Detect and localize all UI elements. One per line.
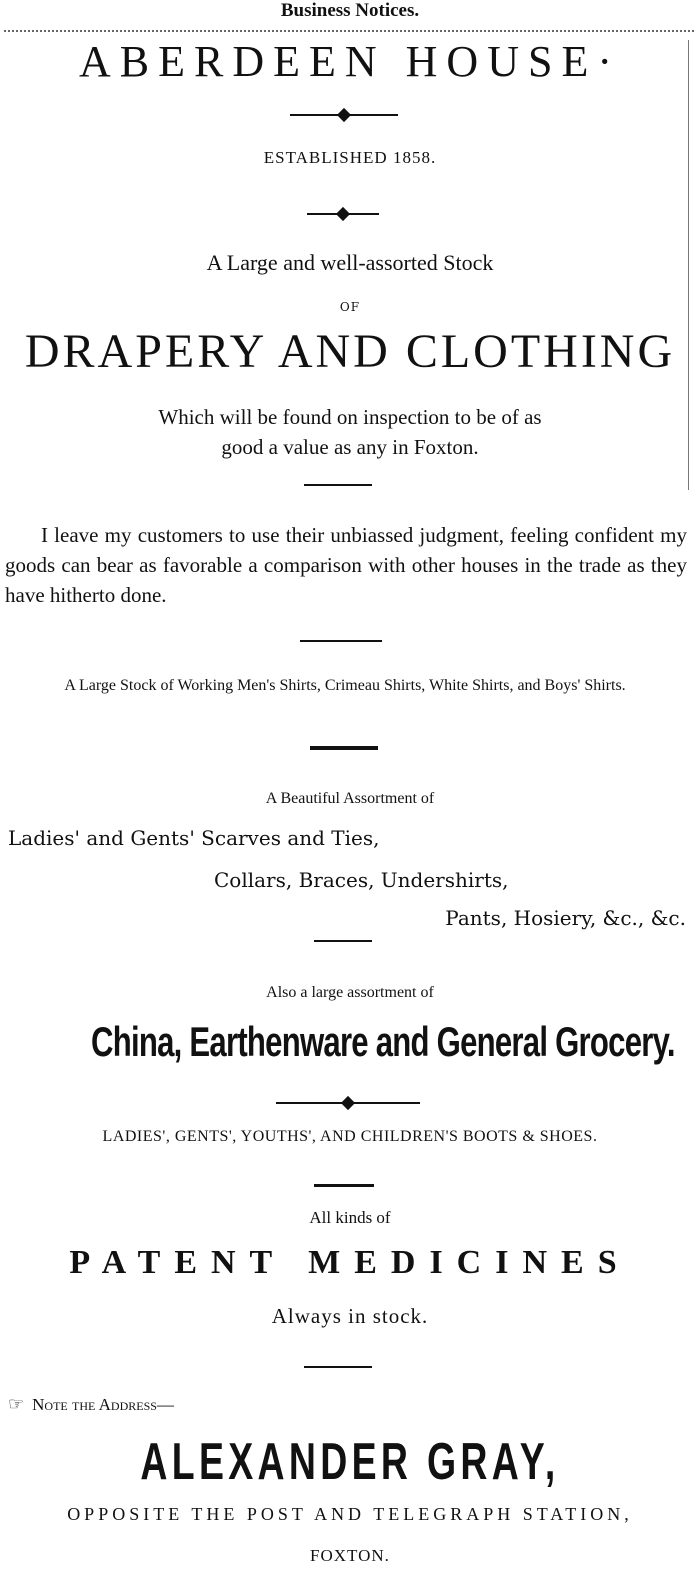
store-name: ABERDEEN HOUSE· — [79, 37, 621, 86]
assortment-line-2: Collars, Braces, Undershirts, — [214, 868, 509, 892]
china-headline: China, Earthenware and General Grocery. — [91, 1018, 675, 1065]
divider — [310, 746, 378, 750]
ornament-divider — [307, 207, 379, 221]
medicines-outro: Always in stock. — [271, 1304, 429, 1328]
assortment-intro: A Beautiful Assortment of — [265, 790, 435, 807]
divider — [314, 940, 372, 942]
address-note — [8, 1394, 174, 1415]
divider — [304, 484, 372, 486]
established-line: ESTABLISHED 1858. — [263, 148, 437, 167]
divider — [304, 1366, 372, 1368]
divider — [314, 1184, 374, 1187]
ornament-divider — [290, 108, 398, 122]
section-header: Business Notices. — [280, 0, 420, 21]
also-intro: Also a large assortment of — [266, 984, 434, 1001]
stock-intro: A Large and well-assorted Stock — [206, 250, 494, 275]
value-statement: Which will be found on inspection to be of as good a value as any in Foxton. — [158, 405, 542, 459]
drapery-headline: DRAPERY AND CLOTHING — [24, 325, 676, 378]
assortment-line-3: Pants, Hosiery, &c., &c. — [445, 906, 686, 930]
customer-paragraph — [5, 520, 687, 610]
medicines-intro: All kinds of — [309, 1208, 391, 1227]
customer-paragraph-text: I leave my customers to use their unbiassed judgment, feeling confident my goods can bear as favorable a comparison with other houses in the trade as they have hitherto done. — [5, 523, 687, 607]
boots-line: LADIES', GENTS', YOUTHS', AND CHILDREN'S BOOTS & SHOES. — [102, 1128, 598, 1145]
town-name: FOXTON. — [310, 1546, 390, 1565]
medicines-headline: PATENT MEDICINES — [69, 1244, 631, 1281]
shirts-line: A Large Stock of Working Men's Shirts, Crimeau Shirts, White Shirts, and Boys' Shirts. — [64, 677, 626, 694]
assortment-line-1: Ladies' and Gents' Scarves and Ties, — [8, 826, 380, 850]
address-note-text: Note the Address— — [32, 1395, 174, 1414]
of-word: OF — [339, 300, 361, 314]
address-line: OPPOSITE THE POST AND TELEGRAPH STATION, — [67, 1504, 633, 1524]
header-divider — [4, 30, 694, 32]
ornament-divider — [276, 1096, 420, 1110]
divider — [300, 640, 382, 642]
proprietor-name: ALEXANDER GRAY, — [140, 1433, 560, 1491]
pointing-hand-icon: ☞ — [8, 1394, 25, 1414]
